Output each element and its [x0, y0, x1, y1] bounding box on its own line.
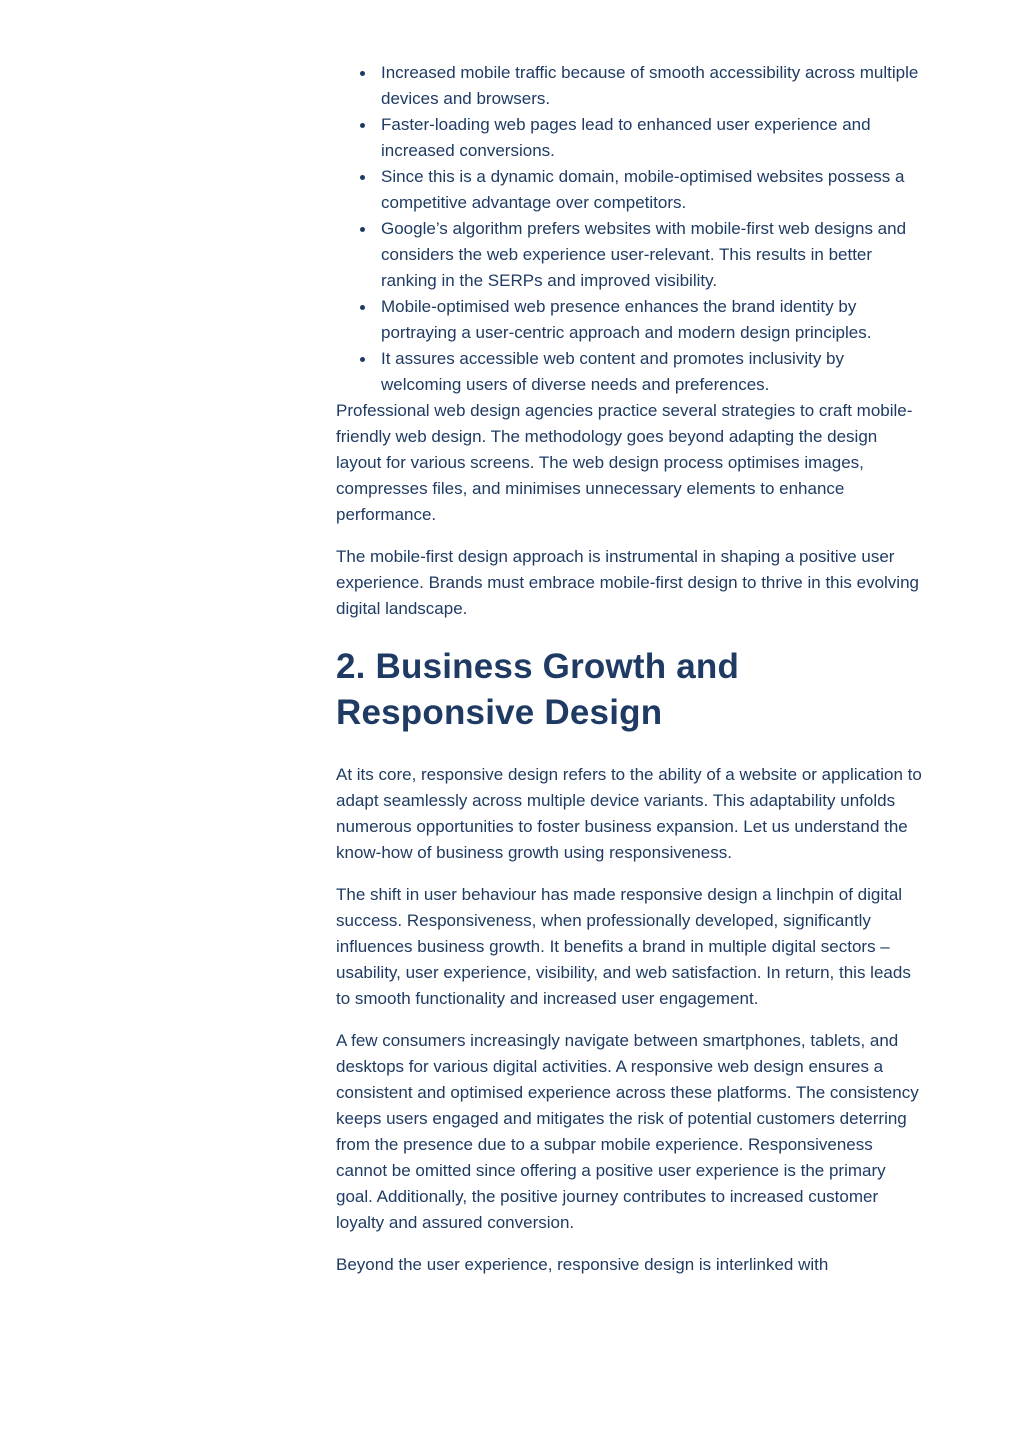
bullet-icon [360, 71, 365, 76]
list-item [381, 60, 926, 112]
list-item [381, 216, 926, 294]
bullet-icon [360, 123, 365, 128]
section-heading: 2. Business Growth and Responsive Design [336, 647, 740, 732]
list-item-text: Google’s algorithm prefers websites with mobile-first web designs and considers the web experience user-relevant. This results in better ranking in the SERPs and improved visibility. [381, 219, 907, 290]
paragraph: Professional web design agencies practice several strategies to craft mobile-friendly web design. The methodology goes beyond adapting the design layout for various screens. The web design process optimises images, compresses files, and minimises unnecessary elements to enhance performance. [336, 401, 913, 524]
bullet-icon [360, 175, 365, 180]
list-item [381, 346, 926, 398]
paragraph: The mobile-first design approach is instrumental in shaping a positive user experience. Brands must embrace mobile-first design to thrive in this evolving digital landscape. [336, 547, 919, 618]
list-item-text: Faster-loading web pages lead to enhanced user experience and increased conversions. [381, 115, 871, 160]
list-item-text: Mobile-optimised web presence enhances the brand identity by portraying a user-centric approach and modern design principles. [381, 297, 872, 342]
bullet-icon [360, 227, 365, 232]
list-item-text: Since this is a dynamic domain, mobile-optimised websites possess a competitive advantage over competitors. [381, 167, 905, 212]
bullet-icon [360, 357, 365, 362]
list-item-text: Increased mobile traffic because of smooth accessibility across multiple devices and browsers. [381, 63, 919, 108]
list-item [381, 294, 926, 346]
bullet-icon [360, 305, 365, 310]
benefits-list [336, 60, 926, 398]
paragraph: A few consumers increasingly navigate between smartphones, tablets, and desktops for various digital activities. A responsive web design ensures a consistent and optimised experience across these platforms. The consistency keeps users engaged and mitigates the risk of potential customers deterring from the presence due to a subpar mobile experience. Responsiveness cannot be omitted since offering a positive user experience is the primary goal. Additionally, the positive journey contributes to increased customer loyalty and assured conversion. [336, 1031, 919, 1232]
paragraph: At its core, responsive design refers to the ability of a website or application to adapt seamlessly across multiple device variants. This adaptability unfolds numerous opportunities to foster business expansion. Let us understand the know-how of business growth using responsiveness. [336, 765, 922, 862]
paragraph: Beyond the user experience, responsive design is interlinked with [336, 1255, 829, 1274]
paragraph: The shift in user behaviour has made responsive design a linchpin of digital success. Responsiveness, when professionally developed, significantly influences business growth. It benefits a brand in multiple digital sectors – usability, user experience, visibility, and web satisfaction. In return, this leads to smooth functionality and increased user engagement. [336, 885, 911, 1008]
list-item-text: It assures accessible web content and promotes inclusivity by welcoming users of diverse needs and preferences. [381, 349, 845, 394]
list-item [381, 164, 926, 216]
article-content [336, 60, 926, 1278]
list-item [381, 112, 926, 164]
